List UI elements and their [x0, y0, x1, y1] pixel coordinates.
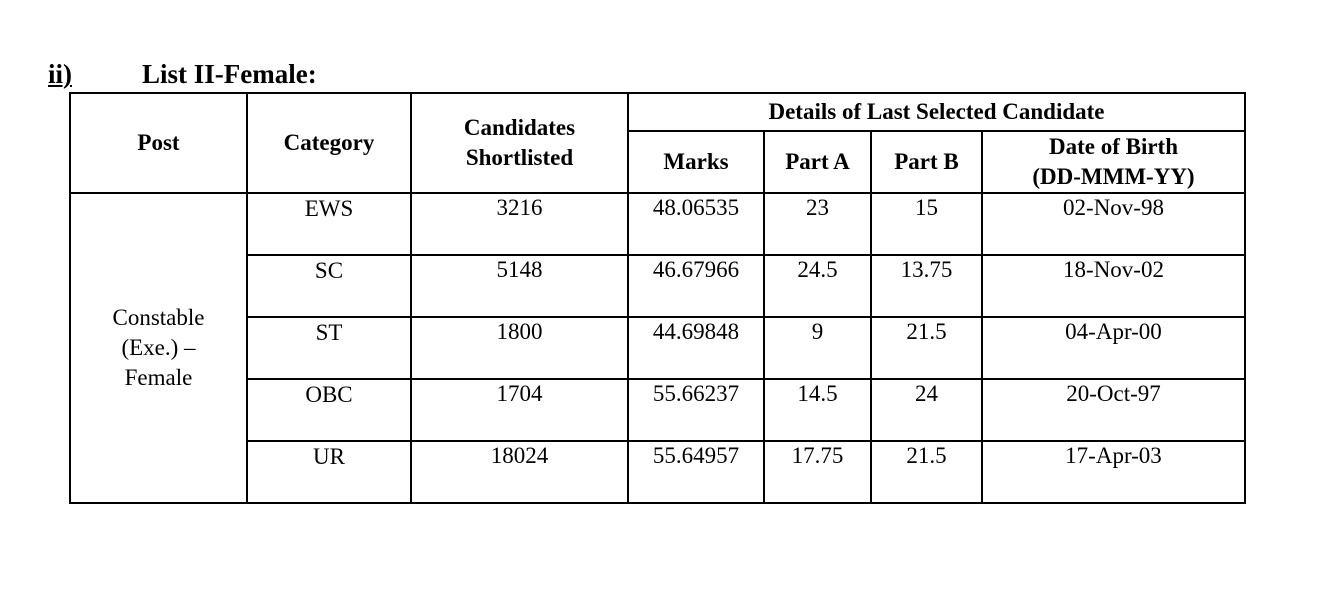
part-b-cell: 21.5 [871, 441, 982, 503]
dob-cell: 02-Nov-98 [982, 193, 1245, 255]
header-part-b: Part B [871, 131, 982, 193]
marks-cell: 48.06535 [628, 193, 764, 255]
part-b-cell: 21.5 [871, 317, 982, 379]
part-b-cell: 15 [871, 193, 982, 255]
dob-cell: 17-Apr-03 [982, 441, 1245, 503]
dob-cell: 04-Apr-00 [982, 317, 1245, 379]
header-post: Post [70, 93, 247, 193]
results-table [69, 92, 1246, 504]
part-a-cell: 9 [764, 317, 871, 379]
category-cell: OBC [247, 379, 411, 441]
section-number: ii) [48, 59, 72, 89]
table-row [70, 255, 1245, 317]
dob-cell: 20-Oct-97 [982, 379, 1245, 441]
header-last-selected-details: Details of Last Selected Candidate [628, 93, 1245, 131]
shortlisted-cell: 1800 [411, 317, 628, 379]
marks-cell: 55.66237 [628, 379, 764, 441]
section-heading [48, 56, 317, 92]
part-b-cell: 24 [871, 379, 982, 441]
part-a-cell: 17.75 [764, 441, 871, 503]
table-row [70, 317, 1245, 379]
header-marks: Marks [628, 131, 764, 193]
category-cell: ST [247, 317, 411, 379]
table-row [70, 441, 1245, 503]
post-cell: Constable (Exe.) – Female [70, 193, 247, 503]
table-row [70, 193, 1245, 255]
part-a-cell: 24.5 [764, 255, 871, 317]
marks-cell: 46.67966 [628, 255, 764, 317]
table-row [70, 379, 1245, 441]
shortlisted-cell: 18024 [411, 441, 628, 503]
dob-cell: 18-Nov-02 [982, 255, 1245, 317]
marks-cell: 44.69848 [628, 317, 764, 379]
shortlisted-cell: 5148 [411, 255, 628, 317]
section-title: List II-Female: [142, 59, 317, 89]
shortlisted-cell: 3216 [411, 193, 628, 255]
part-b-cell: 13.75 [871, 255, 982, 317]
category-cell: UR [247, 441, 411, 503]
header-row-top [70, 93, 1245, 131]
part-a-cell: 14.5 [764, 379, 871, 441]
header-date-of-birth: Date of Birth (DD-MMM-YY) [982, 131, 1245, 193]
marks-cell: 55.64957 [628, 441, 764, 503]
header-category: Category [247, 93, 411, 193]
header-candidates-shortlisted: Candidates Shortlisted [411, 93, 628, 193]
category-cell: EWS [247, 193, 411, 255]
header-part-a: Part A [764, 131, 871, 193]
shortlisted-cell: 1704 [411, 379, 628, 441]
category-cell: SC [247, 255, 411, 317]
part-a-cell: 23 [764, 193, 871, 255]
